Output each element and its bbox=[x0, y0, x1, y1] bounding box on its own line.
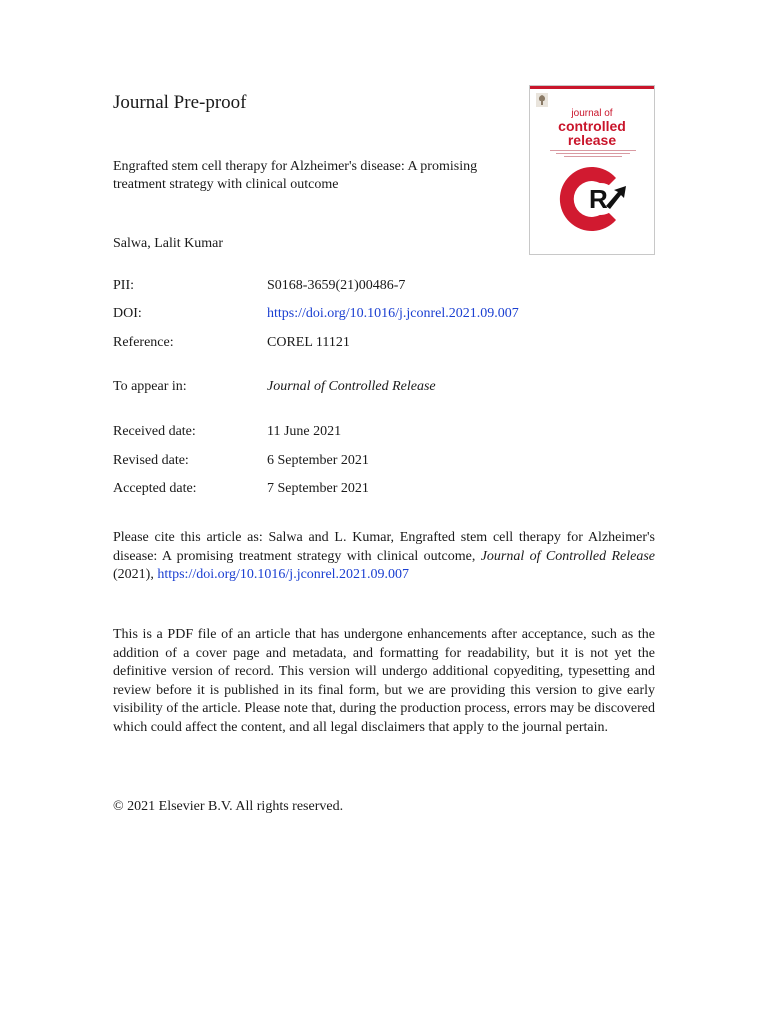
revised-label: Revised date: bbox=[113, 453, 189, 468]
accepted-value: 7 September 2021 bbox=[267, 481, 369, 496]
citation-year: (2021), bbox=[113, 567, 158, 583]
reference-label: Reference: bbox=[113, 335, 174, 350]
pii-label: PII: bbox=[113, 278, 134, 293]
cover-fine-print bbox=[550, 149, 636, 159]
appear-value: Journal of Controlled Release bbox=[267, 379, 436, 394]
article-authors: Salwa, Lalit Kumar bbox=[113, 236, 224, 251]
reference-value: COREL 11121 bbox=[267, 335, 350, 350]
received-value: 11 June 2021 bbox=[267, 424, 342, 439]
pii-value: S0168-3659(21)00486-7 bbox=[267, 278, 406, 293]
received-label: Received date: bbox=[113, 424, 196, 439]
citation-paragraph bbox=[113, 529, 655, 585]
svg-text:R: R bbox=[589, 184, 608, 214]
copyright-notice: © 2021 Elsevier B.V. All rights reserved. bbox=[113, 799, 344, 814]
citation-doi-link[interactable]: https://doi.org/10.1016/j.jconrel.2021.09.007 bbox=[157, 567, 410, 583]
elsevier-tree-icon bbox=[536, 93, 548, 107]
citation-journal: Journal of Controlled Release bbox=[480, 548, 655, 564]
controlled-release-logo-icon bbox=[556, 162, 630, 236]
doi-link[interactable]: https://doi.org/10.1016/j.jconrel.2021.09.007 bbox=[267, 306, 519, 321]
cover-title-line2: controlled bbox=[558, 118, 626, 134]
cover-title-line1: journal of bbox=[571, 108, 613, 119]
revised-value: 6 September 2021 bbox=[267, 453, 369, 468]
cover-title-line3: release bbox=[567, 132, 617, 148]
journal-cover-image bbox=[529, 85, 655, 255]
citation-text: Please cite this article as: Salwa and L. Kumar, Engrafted stem cell therapy for Alzheimer's disease: A promising treatment strategy with clinical outcome, bbox=[113, 530, 655, 564]
page-heading: Journal Pre-proof bbox=[113, 92, 247, 113]
doi-label: DOI: bbox=[113, 306, 142, 321]
accepted-label: Accepted date: bbox=[113, 481, 197, 496]
disclaimer-paragraph: This is a PDF file of an article that has undergone enhancements after acceptance, such as the addition of a cover page and metadata, and formatting for readability, but it is not yet the definitive version of record. This version will undergo additional copyediting, typesetting and review before it is published in its final form, but we are providing this version to give early visibility of the article. Please note that, during the production process, errors may be discovered which could affect the content, and all legal disclaimers that apply to the journal pertain. bbox=[113, 627, 655, 735]
appear-label: To appear in: bbox=[113, 379, 187, 394]
cover-top-bar bbox=[530, 86, 654, 89]
article-title: Engrafted stem cell therapy for Alzheimer's disease: A promising treatment strategy with clinical outcome bbox=[113, 159, 478, 192]
